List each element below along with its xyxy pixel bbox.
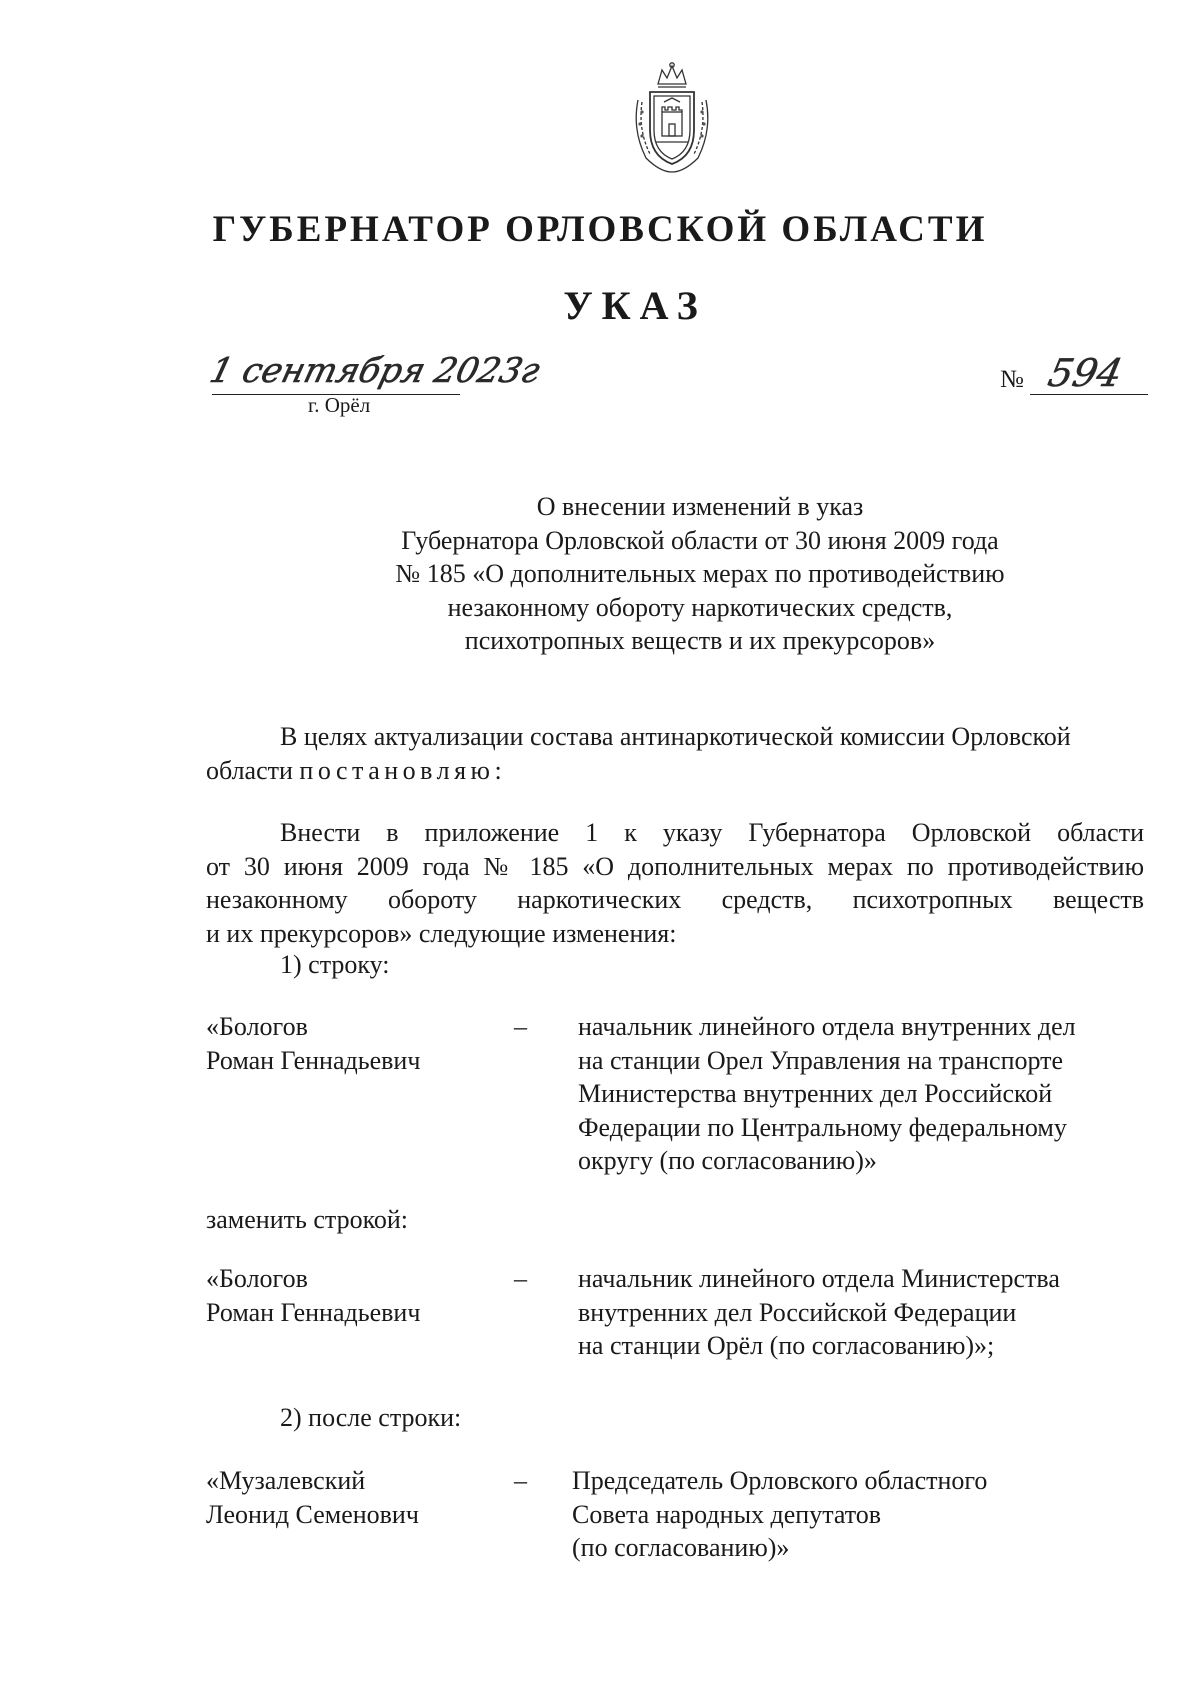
amendment-line: Внести в приложение 1 к указу Губернатора Орловской области — [280, 818, 1144, 847]
member-given-names: Роман Геннадьевич — [206, 1045, 421, 1075]
intro-paragraph — [206, 720, 1144, 787]
member-given-names: Леонид Семенович — [206, 1499, 419, 1529]
member-given-names: Роман Геннадьевич — [206, 1297, 421, 1327]
member-surname: «Бологов — [206, 1264, 308, 1293]
handwritten-number-text: 594 — [1044, 351, 1127, 396]
position-line: Федерации по Центральному федеральному — [578, 1112, 1067, 1142]
member-surname: «Музалевский — [206, 1466, 366, 1495]
place-of-issue: г. Орёл — [308, 393, 371, 417]
position-line: Совета народных депутатов — [572, 1499, 882, 1529]
member-position — [578, 1010, 1138, 1178]
decree-verb: постановляю — [299, 755, 495, 785]
member-position — [578, 1262, 1138, 1363]
document-title — [300, 490, 1100, 658]
member-name — [206, 1262, 506, 1329]
commission-entry-new — [206, 1262, 1136, 1372]
replace-label: заменить строкой: — [206, 1205, 409, 1234]
position-line: начальник линейного отдела внутренних дел — [578, 1012, 1076, 1041]
intro-colon: : — [494, 755, 502, 785]
entry-dash: – — [514, 1264, 527, 1293]
member-position — [572, 1464, 1132, 1565]
title-line: Губернатора Орловской области от 30 июня 2009 года — [401, 525, 999, 555]
position-line: на станции Орёл (по согласованию)»; — [578, 1331, 995, 1360]
handwritten-date-text: 1 сентября 2023г — [205, 351, 544, 391]
commission-entry-reference — [206, 1464, 1136, 1574]
number-sign: № — [1000, 366, 1024, 393]
coat-of-arms-emblem — [628, 60, 716, 176]
handwritten-date — [205, 350, 544, 396]
intro-line — [206, 754, 1144, 788]
handwritten-number — [1040, 350, 1145, 396]
member-name — [206, 1464, 506, 1531]
amendment-line: незаконному обороту наркотических средств, психотропных веществ — [206, 885, 1144, 914]
number-underline — [1030, 394, 1148, 395]
title-line: О внесении изменений в указ — [536, 492, 864, 521]
position-line: начальник линейного отдела Министерства — [578, 1264, 1060, 1293]
item-2-label: 2) после строки: — [280, 1403, 462, 1432]
document-type: УКАЗ — [563, 283, 707, 328]
member-name — [206, 1010, 506, 1077]
member-surname: «Бологов — [206, 1012, 308, 1041]
entry-dash: – — [514, 1012, 527, 1041]
amendment-line: от 30 июня 2009 года № 185 «О дополнительных мерах по противодействию — [206, 851, 1144, 881]
title-line: № 185 «О дополнительных мерах по противодействию — [395, 559, 1005, 588]
entry-dash: – — [514, 1466, 527, 1495]
issuing-authority: ГУБЕРНАТОР ОРЛОВСКОЙ ОБЛАСТИ — [212, 209, 988, 250]
position-line: (по согласованию)» — [572, 1533, 790, 1562]
coat-of-arms-icon — [628, 60, 716, 176]
intro-text: области — [206, 755, 300, 785]
commission-entry-old — [206, 1010, 1136, 1180]
position-line: на станции Орел Управления на транспорте — [578, 1045, 1064, 1075]
amendment-paragraph — [206, 816, 1144, 950]
position-line: округу (по согласованию)» — [578, 1146, 877, 1175]
title-line: незаконному обороту наркотических средств, — [447, 592, 953, 622]
position-line: внутренних дел Российской Федерации — [578, 1297, 1017, 1327]
position-line: Председатель Орловского областного — [572, 1466, 988, 1495]
item-1-label: 1) строку: — [280, 950, 390, 979]
title-line: психотропных веществ и их прекурсоров» — [464, 626, 936, 655]
intro-line: В целях актуализации состава антинаркотической комиссии Орловской — [280, 722, 1071, 751]
position-line: Министерства внутренних дел Российской — [578, 1079, 1053, 1108]
amendment-line: и их прекурсоров» следующие изменения: — [206, 918, 677, 948]
